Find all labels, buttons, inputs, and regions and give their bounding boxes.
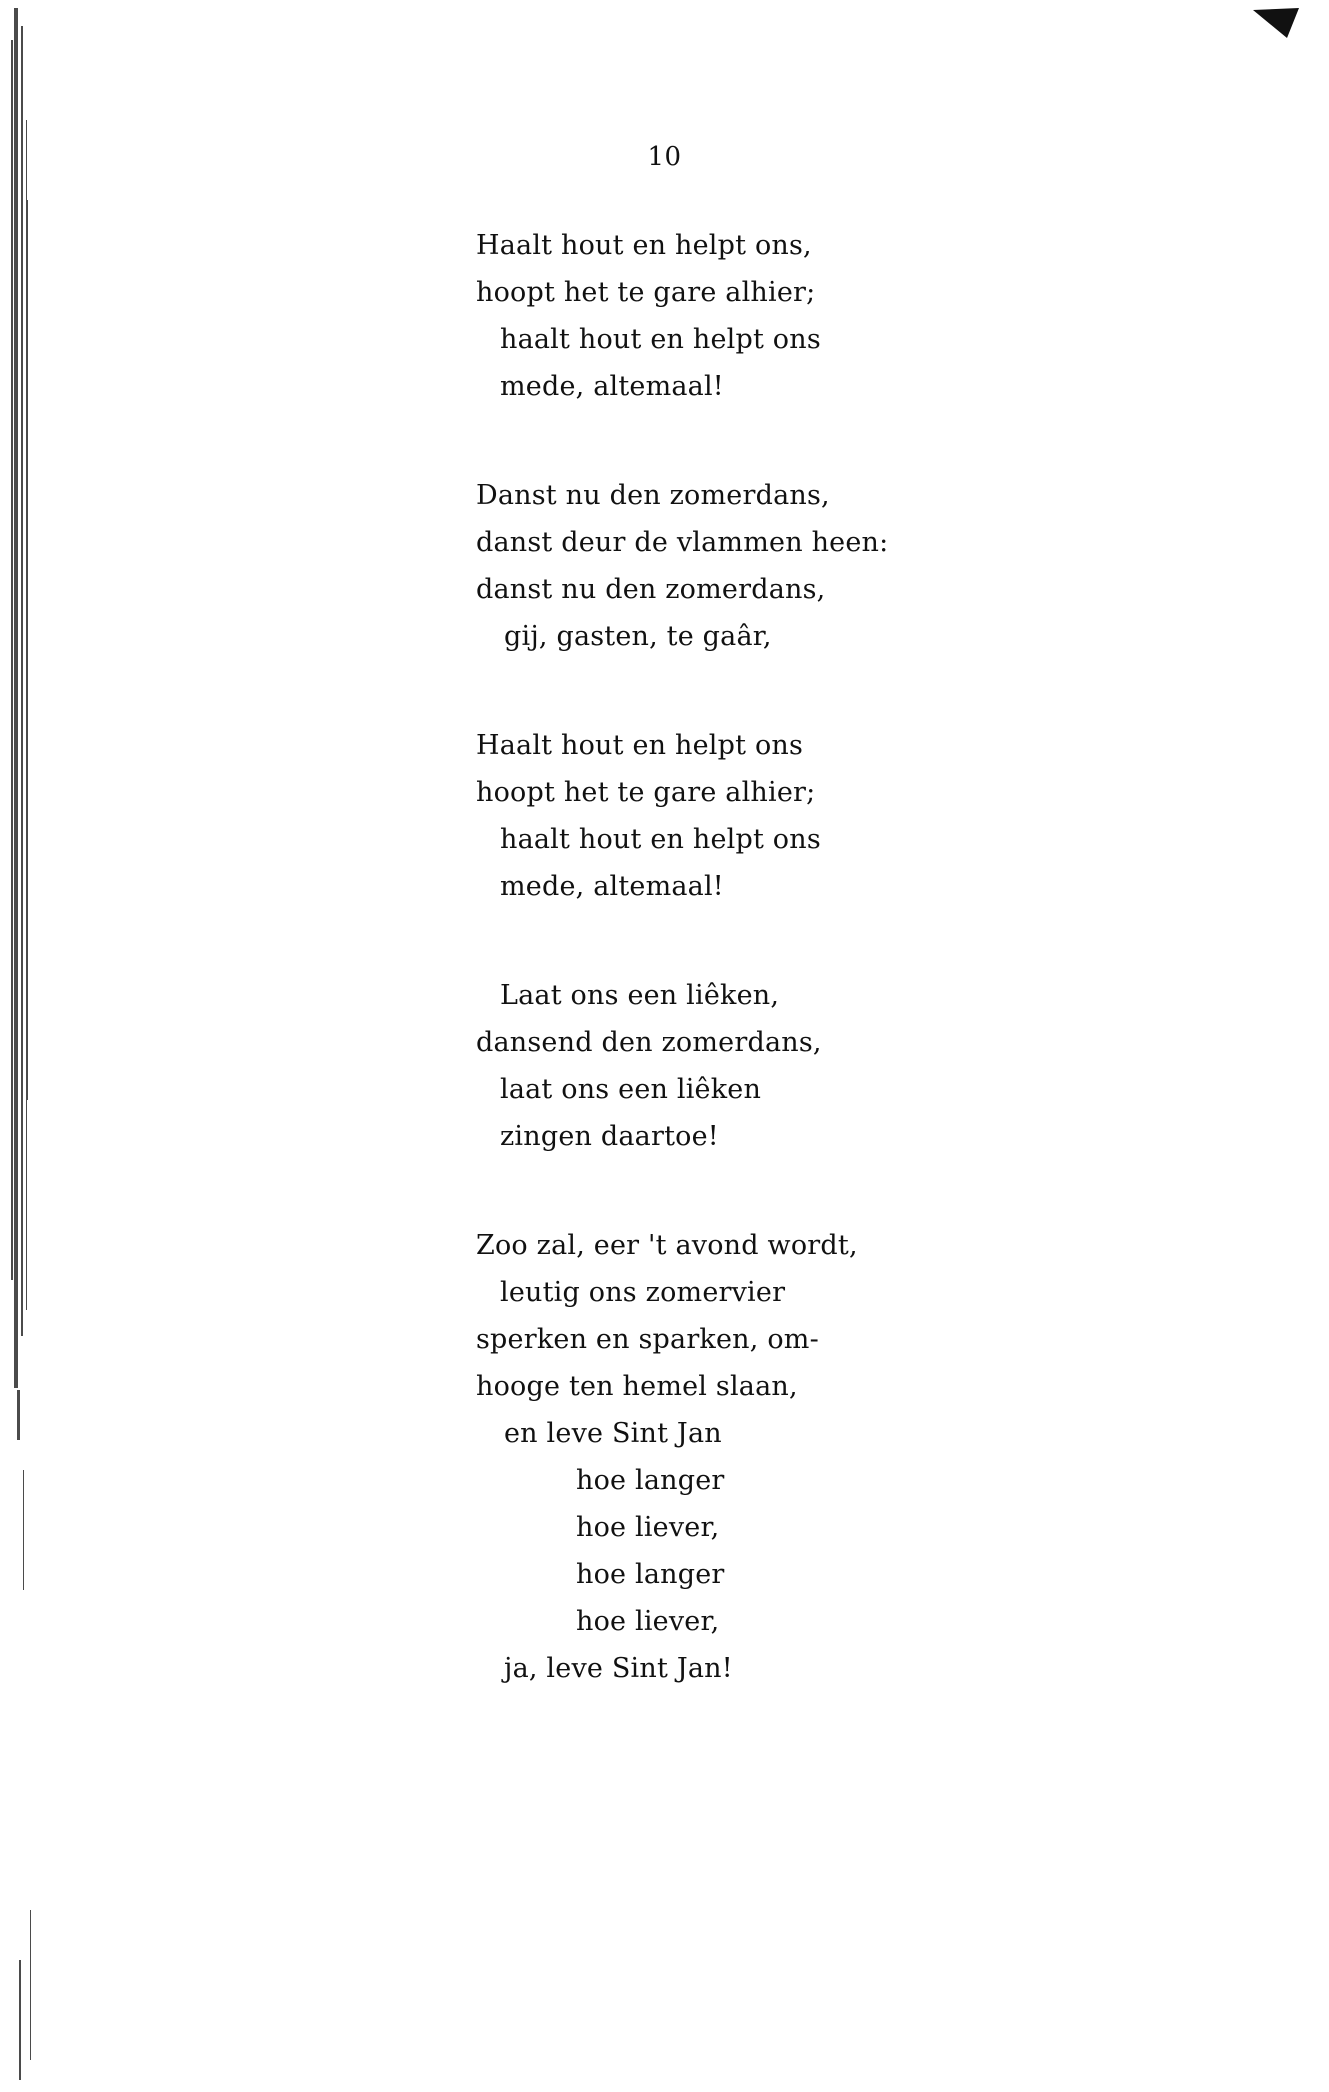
poem-stanza [476, 722, 1329, 910]
poem-line: hoe langer [576, 1465, 725, 1496]
poem-line: danst nu den zomerdans, [476, 574, 826, 605]
poem-stanzas [476, 222, 1329, 1692]
poem-line: laat ons een liêken [500, 1074, 762, 1105]
poem-line: Haalt hout en helpt ons, [476, 230, 812, 261]
poem-line: Haalt hout en helpt ons [476, 730, 804, 761]
poem-line: haalt hout en helpt ons [500, 324, 821, 355]
poem-line: Danst nu den zomerdans, [476, 480, 830, 511]
poem-line: leutig ons zomervier [500, 1277, 786, 1308]
poem-line: en leve Sint Jan [504, 1418, 722, 1449]
poem-line: dansend den zomerdans, [476, 1027, 822, 1058]
poem-line: danst deur de vlammen heen: [476, 527, 889, 558]
poem-line: ja, leve Sint Jan! [504, 1653, 733, 1684]
poem-line: zingen daartoe! [500, 1121, 719, 1152]
page-number: 10 [647, 142, 682, 172]
poem-line: haalt hout en helpt ons [500, 824, 821, 855]
poem-line: Laat ons een liêken, [500, 980, 780, 1011]
poem-stanza [476, 1222, 1329, 1692]
poem-body [0, 222, 1329, 1692]
poem-line: gij, gasten, te gaâr, [504, 621, 772, 652]
poem-line: mede, altemaal! [500, 871, 724, 902]
poem-stanza [476, 972, 1329, 1160]
poem-line: hoe liever, [576, 1606, 720, 1637]
poem-line: sperken en sparken, om- [476, 1324, 819, 1355]
poem-line: hoe liever, [576, 1512, 720, 1543]
poem-line: mede, altemaal! [500, 371, 724, 402]
poem-stanza [476, 222, 1329, 410]
poem-line: hoopt het te gare alhier; [476, 777, 816, 808]
poem-line: hoe langer [576, 1559, 725, 1590]
poem-line: hooge ten hemel slaan, [476, 1371, 798, 1402]
poem-line: Zoo zal, eer 't avond wordt, [476, 1230, 858, 1261]
poem-stanza [476, 472, 1329, 660]
poem-line: hoopt het te gare alhier; [476, 277, 816, 308]
